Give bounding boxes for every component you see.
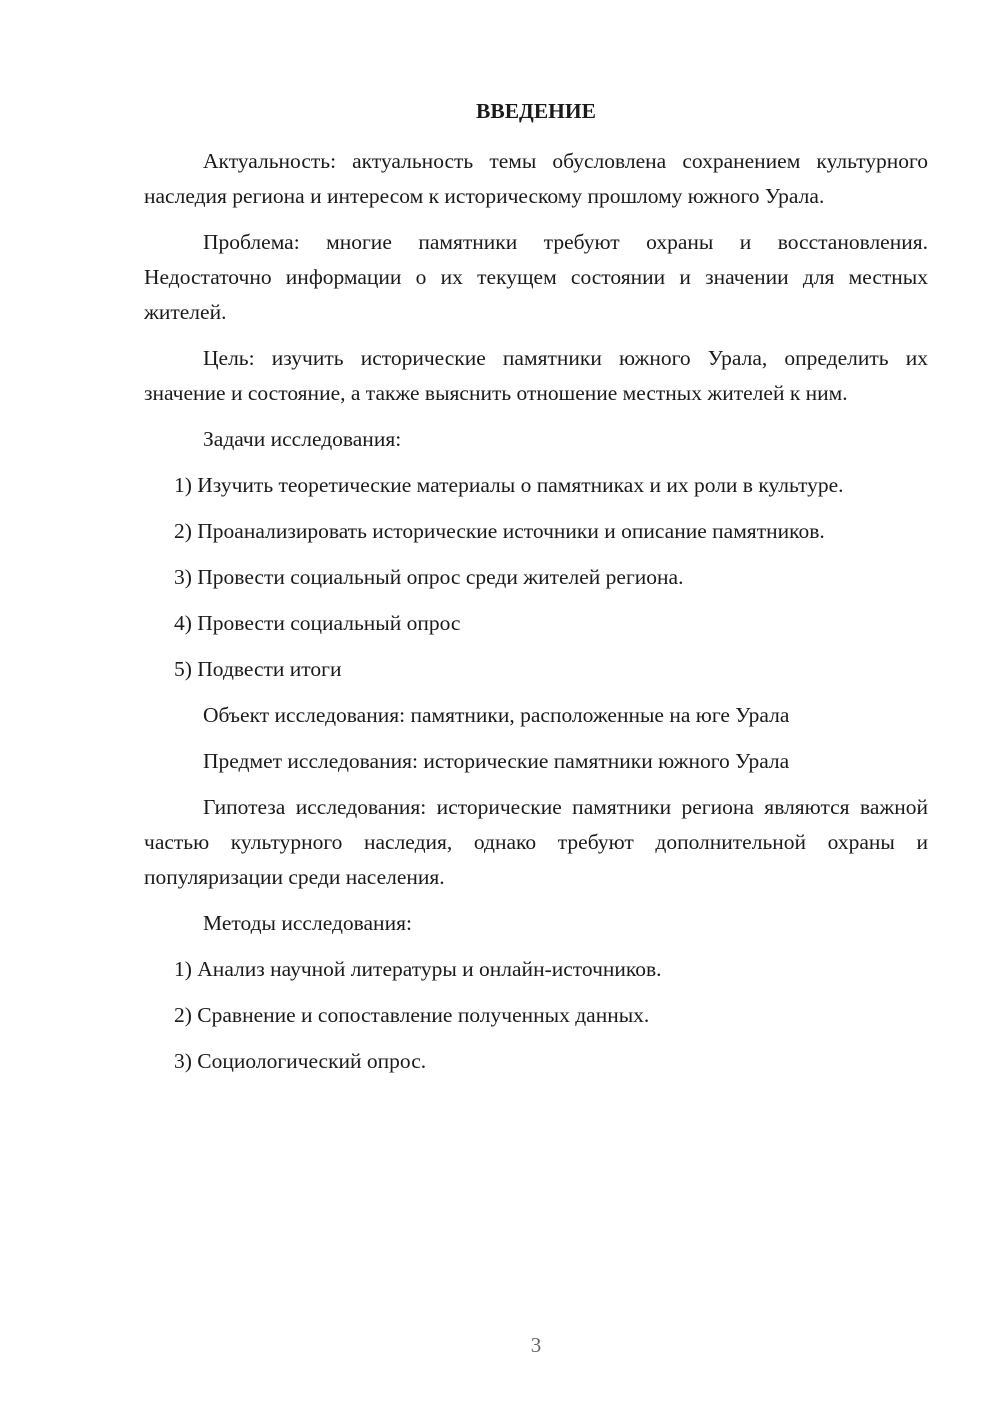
task-item-3: 3) Провести социальный опрос среди жителей региона. <box>174 565 684 589</box>
task-item-5: 5) Подвести итоги <box>174 657 342 681</box>
method-item-1: 1) Анализ научной литературы и онлайн-источников. <box>174 957 662 981</box>
document-body <box>144 96 928 1090</box>
tasks-label: Задачи исследования: <box>203 427 402 451</box>
subject-paragraph: Предмет исследования: исторические памятники южного Урала <box>203 749 790 773</box>
methods-label: Методы исследования: <box>203 911 412 935</box>
method-item-3: 3) Социологический опрос. <box>174 1049 427 1073</box>
goal-paragraph: Цель: изучить исторические памятники южного Урала, определить их значение и состояние, а также выяснить отношение местных жителей к ним. <box>144 346 928 405</box>
relevance-paragraph: Актуальность: актуальность темы обусловлена сохранением культурного наследия региона и интересом к историческому прошлому южного Урала. <box>144 149 928 208</box>
task-item-4: 4) Провести социальный опрос <box>174 611 461 635</box>
problem-paragraph: Проблема: многие памятники требуют охраны и восстановления. Недостаточно информации о их текущем состоянии и значении для местных жителей. <box>144 230 928 324</box>
page-number: 3 <box>530 1333 542 1357</box>
section-heading: ВВЕДЕНИЕ <box>476 99 596 123</box>
task-item-1: 1) Изучить теоретические материалы о памятниках и их роли в культуре. <box>174 473 844 497</box>
method-item-2: 2) Сравнение и сопоставление полученных данных. <box>174 1003 650 1027</box>
object-paragraph: Объект исследования: памятники, расположенные на юге Урала <box>203 703 790 727</box>
task-item-2: 2) Проанализировать исторические источники и описание памятников. <box>174 519 825 543</box>
hypothesis-paragraph: Гипотеза исследования: исторические памятники региона являются важной частью культурного наследия, однако требуют дополнительной охраны и популяризации среди населения. <box>144 795 928 889</box>
